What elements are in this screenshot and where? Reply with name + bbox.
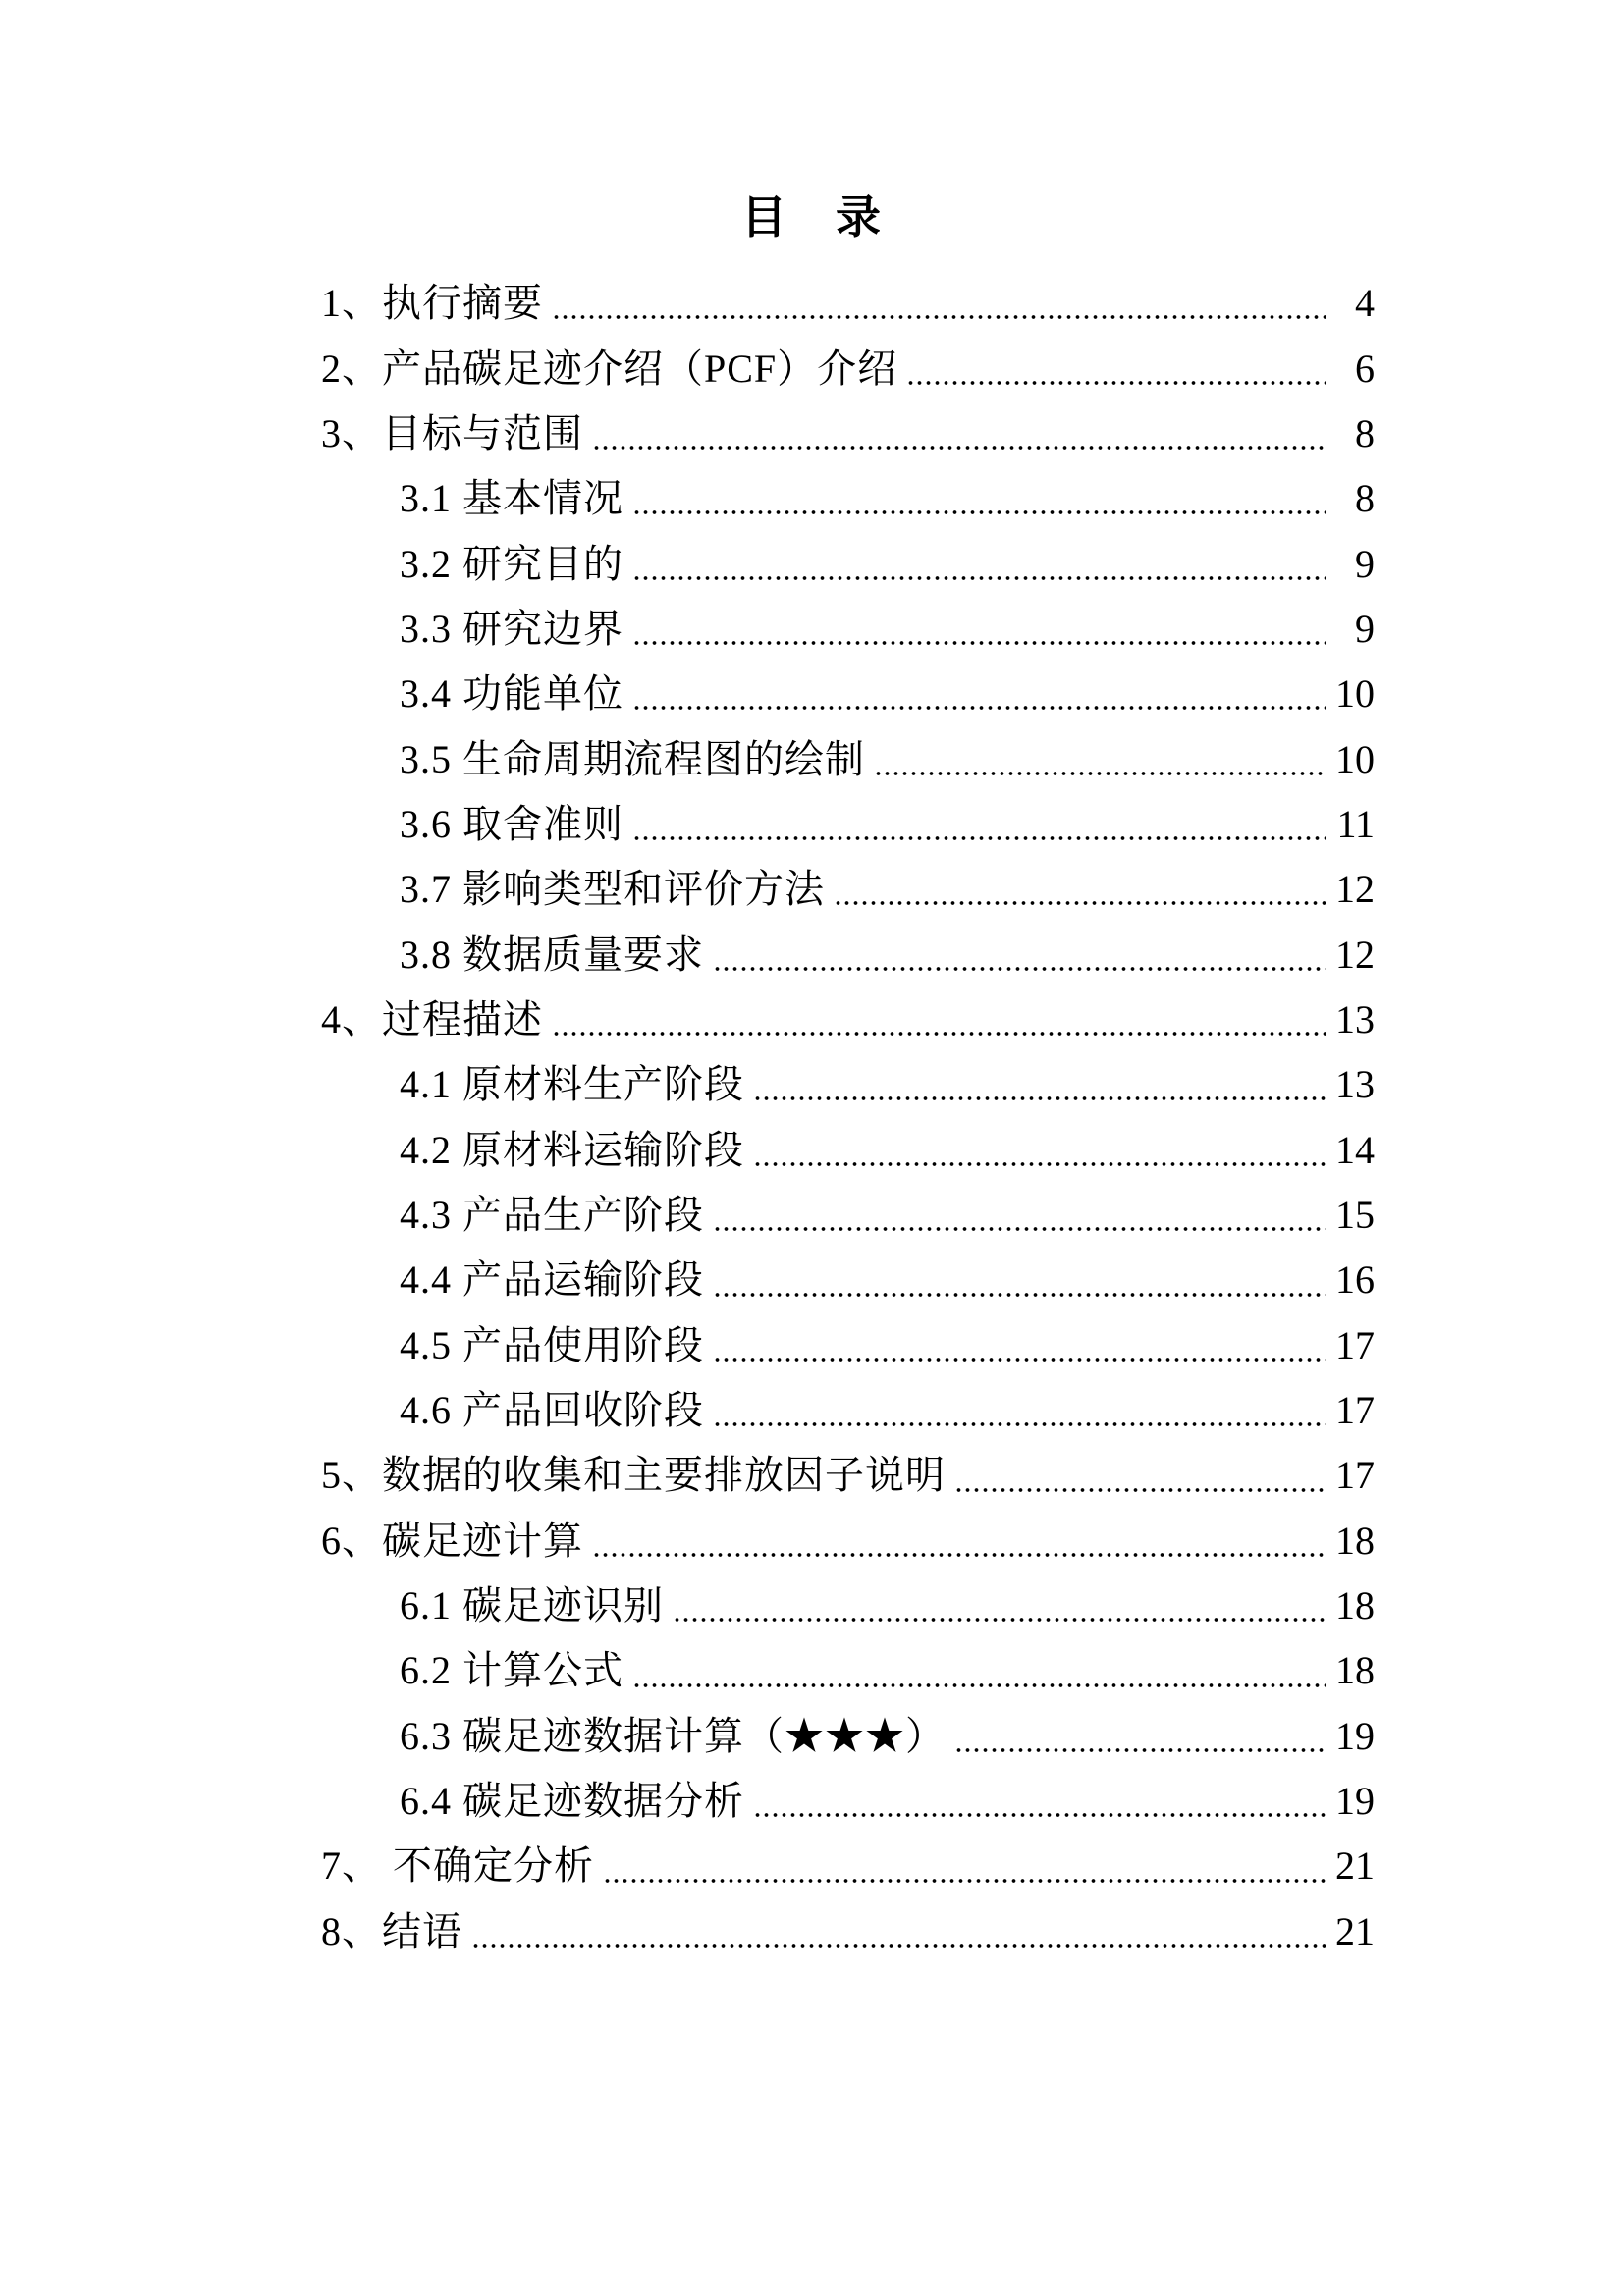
toc-entry-page: 13 [1335,1062,1375,1107]
toc-entry-label: 3.3 研究边界 [400,606,623,651]
toc-entry-page: 9 [1355,541,1375,586]
toc-entry-page: 18 [1335,1518,1375,1563]
toc-entry-label: 3.2 研究目的 [400,541,623,586]
toc-entry[interactable] [321,662,1375,726]
dot-leader [550,1015,1326,1052]
toc-entry-label: 6.2 计算公式 [400,1648,623,1693]
toc-entry-label: 8、结语 [321,1908,462,1953]
toc-entry[interactable] [321,1509,1375,1574]
toc-entry-label: 3.1 基本情况 [400,476,623,521]
toc-entry-page: 4 [1355,281,1375,326]
dot-leader [630,560,1326,597]
toc-entry-page: 18 [1335,1583,1375,1629]
page-title: 目 录 [741,191,883,242]
dot-leader [952,1471,1326,1509]
toc-entry[interactable] [321,1899,1375,1964]
dot-leader [590,429,1326,466]
toc-entry-label: 6、碳足迹计算 [321,1518,583,1563]
toc-entry-label: 1、执行摘要 [321,281,543,326]
dot-leader [630,494,1326,531]
toc-entry-page: 10 [1335,736,1375,781]
dot-leader [711,1210,1326,1248]
toc-entry-page: 14 [1335,1127,1375,1172]
dot-leader [630,1667,1326,1704]
toc-entry-page: 9 [1355,606,1375,651]
dot-leader [550,298,1326,336]
toc-list [321,271,1375,1964]
toc-entry-page: 6 [1355,346,1375,391]
toc-entry[interactable] [321,1183,1375,1248]
toc-entry[interactable] [321,466,1375,531]
dot-leader [590,1536,1326,1574]
toc-entry-page: 19 [1335,1713,1375,1758]
toc-entry[interactable] [321,271,1375,336]
toc-entry-page: 12 [1335,867,1375,912]
toc-entry-label: 3.4 功能单位 [400,671,623,717]
toc-entry-page: 17 [1335,1453,1375,1498]
toc-entry-page: 13 [1335,996,1375,1041]
toc-entry[interactable] [321,1378,1375,1443]
toc-entry-page: 8 [1355,410,1375,455]
toc-entry-label: 4、过程描述 [321,996,543,1041]
dot-leader [832,884,1326,922]
toc-entry-label: 4.3 产品生产阶段 [400,1192,704,1237]
toc-entry-label: 7、 不确定分析 [321,1843,594,1889]
toc-entry[interactable] [321,1834,1375,1898]
toc-entry-page: 17 [1335,1388,1375,1433]
toc-entry-page: 17 [1335,1322,1375,1367]
toc-entry-label: 4.4 产品运输阶段 [400,1257,704,1303]
toc-entry[interactable] [321,336,1375,400]
toc-entry-label: 4.5 产品使用阶段 [400,1322,704,1367]
toc-entry-label: 3.8 数据质量要求 [400,932,704,977]
toc-entry-label: 6.1 碳足迹识别 [400,1583,664,1629]
toc-entry-label: 6.3 碳足迹数据计算（★★★） [400,1713,946,1758]
dot-leader [711,1341,1326,1378]
toc-entry-page: 15 [1335,1192,1375,1237]
toc-entry-label: 2、产品碳足迹介绍（PCF）介绍 [321,346,898,391]
toc-entry[interactable] [321,531,1375,596]
toc-entry-label: 4.2 原材料运输阶段 [400,1127,744,1172]
toc-entry[interactable] [321,1313,1375,1378]
dot-leader [751,1796,1326,1834]
toc-entry-page: 16 [1335,1257,1375,1303]
toc-entry-label: 4.1 原材料生产阶段 [400,1062,744,1107]
toc-entry[interactable] [321,792,1375,857]
toc-entry-page: 10 [1335,671,1375,717]
toc-entry[interactable] [321,988,1375,1052]
toc-entry-page: 21 [1335,1908,1375,1953]
dot-leader [630,689,1326,726]
dot-leader [952,1732,1326,1769]
dot-leader [711,1406,1326,1443]
toc-entry[interactable] [321,1638,1375,1703]
toc-entry[interactable] [321,857,1375,922]
toc-entry[interactable] [321,401,1375,466]
toc-entry[interactable] [321,1574,1375,1638]
toc-entry-label: 3.7 影响类型和评价方法 [400,867,825,912]
toc-entry-page: 21 [1335,1843,1375,1889]
dot-leader [751,1146,1326,1183]
toc-entry-page: 19 [1335,1779,1375,1824]
toc-entry-page: 11 [1336,801,1375,846]
toc-entry[interactable] [321,1248,1375,1312]
toc-entry[interactable] [321,726,1375,791]
toc-entry[interactable] [321,1052,1375,1117]
dot-leader [904,364,1326,401]
dot-leader [751,1080,1326,1117]
toc-entry-label: 3.5 生命周期流程图的绘制 [400,736,865,781]
dot-leader [711,950,1326,988]
dot-leader [630,624,1326,662]
toc-entry-page: 8 [1355,476,1375,521]
dot-leader [630,820,1326,857]
toc-entry-page: 18 [1335,1648,1375,1693]
toc-entry-label: 3、目标与范围 [321,410,583,455]
dot-leader [469,1927,1326,1964]
toc-entry[interactable] [321,1443,1375,1508]
toc-entry-label: 6.4 碳足迹数据分析 [400,1779,744,1824]
dot-leader [872,755,1326,792]
toc-entry-label: 5、数据的收集和主要排放因子说明 [321,1453,946,1498]
toc-entry-label: 4.6 产品回收阶段 [400,1388,704,1433]
toc-entry-label: 3.6 取舍准则 [400,801,623,846]
toc-entry[interactable] [321,922,1375,987]
toc-entry[interactable] [321,1117,1375,1182]
dot-leader [671,1601,1326,1638]
toc-entry[interactable] [321,1704,1375,1769]
dot-leader [601,1862,1326,1899]
toc-entry-page: 12 [1335,932,1375,977]
toc-entry[interactable] [321,597,1375,662]
dot-leader [711,1276,1326,1313]
toc-entry[interactable] [321,1769,1375,1834]
